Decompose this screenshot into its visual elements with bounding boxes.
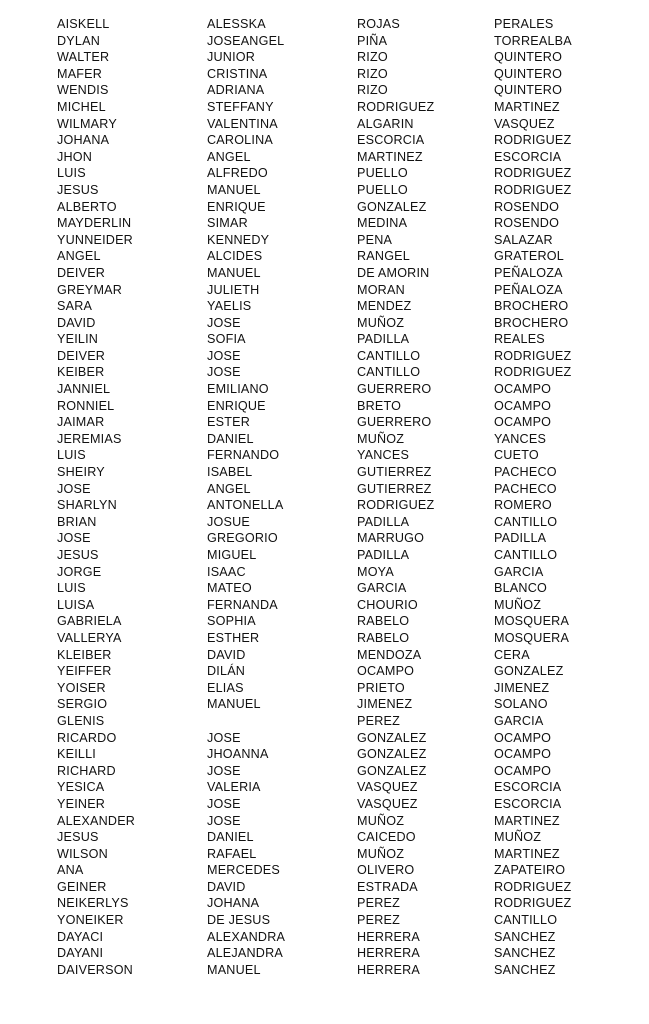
first-name-cell: DAYANI — [57, 946, 104, 961]
table-row — [57, 331, 617, 348]
middle-name-cell: DAVID — [207, 647, 246, 662]
first-name-cell: WALTER — [57, 50, 110, 65]
middle-name-cell: JOSE — [207, 796, 241, 811]
first-name-cell: KEIBER — [57, 365, 105, 380]
table-row — [57, 265, 617, 282]
first-name-cell: LUISA — [57, 597, 95, 612]
table-row — [57, 663, 617, 680]
middle-name-cell — [207, 713, 357, 730]
middle-name-cell: ANGEL — [207, 149, 251, 164]
second-surname-cell: OCAMPO — [494, 415, 552, 430]
first-name-cell: MAFER — [57, 66, 103, 81]
first-name-cell: JHON — [57, 149, 93, 164]
second-surname-cell: CANTILLO — [494, 548, 558, 562]
table-row — [57, 398, 617, 415]
second-surname-cell: MARTINEZ — [494, 813, 560, 828]
table-row — [57, 763, 617, 780]
first-surname-cell: RABELO — [357, 630, 410, 645]
first-surname-cell: GUERRERO — [357, 382, 432, 397]
table-row — [57, 16, 617, 33]
table-row — [57, 514, 617, 531]
first-name-cell: GREYMAR — [57, 282, 123, 297]
first-surname-cell: MENDEZ — [357, 299, 412, 314]
first-name-cell: JOSE — [57, 531, 91, 546]
first-surname-cell: ROJAS — [357, 17, 400, 31]
middle-name-cell: JHOANNA — [207, 747, 269, 762]
first-name-cell: DAYACI — [57, 929, 104, 944]
first-surname-cell: MARRUGO — [357, 531, 425, 546]
first-surname-cell: MENDOZA — [357, 647, 422, 662]
middle-name-cell: JUNIOR — [207, 50, 256, 65]
first-name-cell: SHEIRY — [57, 465, 105, 480]
middle-name-cell: ENRIQUE — [207, 199, 266, 214]
second-surname-cell: CANTILLO — [494, 514, 558, 529]
table-row — [57, 929, 617, 946]
middle-name-cell: VALENTINA — [207, 116, 278, 131]
second-surname-cell: REALES — [494, 332, 545, 347]
middle-name-cell: ADRIANA — [207, 83, 265, 98]
middle-name-cell: SIMAR — [207, 216, 248, 231]
middle-name-cell: MATEO — [207, 581, 252, 596]
middle-name-cell: JOSE — [207, 365, 241, 380]
table-row — [57, 348, 617, 365]
first-surname-cell: PENA — [357, 232, 393, 247]
table-row — [57, 315, 617, 332]
first-name-cell: SERGIO — [57, 697, 108, 712]
first-name-cell: RICHARD — [57, 763, 116, 778]
first-name-cell: YESICA — [57, 780, 105, 795]
first-name-cell: GABRIELA — [57, 614, 122, 629]
first-surname-cell: HERRERA — [357, 929, 420, 944]
second-surname-cell: MUÑOZ — [494, 830, 542, 845]
middle-name-cell: JOSE — [207, 730, 241, 745]
middle-name-cell: MIGUEL — [207, 548, 257, 562]
first-name-cell: GLENIS — [57, 713, 105, 728]
first-surname-cell: YANCES — [357, 448, 410, 463]
second-surname-cell: OCAMPO — [494, 398, 552, 413]
middle-name-cell: ALCIDES — [207, 249, 263, 264]
table-row — [57, 879, 617, 896]
second-surname-cell: QUINTERO — [494, 83, 563, 98]
middle-name-cell: ALEXANDRA — [207, 929, 286, 944]
middle-name-cell: KENNEDY — [207, 232, 270, 247]
second-surname-cell: VASQUEZ — [494, 116, 555, 131]
table-row — [57, 547, 617, 564]
first-name-cell: LUIS — [57, 581, 86, 596]
first-surname-cell: ESCORCIA — [357, 133, 425, 148]
first-surname-cell: GONZALEZ — [357, 747, 427, 762]
middle-name-cell: DE JESUS — [207, 913, 271, 928]
middle-name-cell: ANTONELLA — [207, 498, 284, 513]
first-surname-cell: GUERRERO — [357, 415, 432, 430]
first-surname-cell: MUÑOZ — [357, 315, 405, 330]
first-name-cell: YEINER — [57, 796, 106, 811]
first-name-cell: LUIS — [57, 448, 86, 463]
middle-name-cell: DILÁN — [207, 664, 246, 679]
first-surname-cell: MUÑOZ — [357, 813, 405, 828]
second-surname-cell: JIMENEZ — [494, 680, 550, 695]
first-name-cell: YEIFFER — [57, 664, 112, 679]
first-name-cell: WILMARY — [57, 116, 117, 131]
first-name-cell: KEILLI — [57, 747, 97, 762]
second-surname-cell: RODRIGUEZ — [494, 896, 572, 911]
table-row — [57, 647, 617, 664]
middle-name-cell: ELIAS — [207, 680, 244, 695]
first-name-cell: VALLERYA — [57, 630, 122, 645]
second-surname-cell: RODRIGUEZ — [494, 133, 572, 148]
middle-name-cell: DAVID — [207, 879, 246, 894]
second-surname-cell: GARCIA — [494, 564, 544, 579]
first-name-cell: JESUS — [57, 830, 99, 845]
first-name-cell: ANA — [57, 863, 84, 878]
middle-name-cell: JOSE — [207, 763, 241, 778]
first-name-cell: RICARDO — [57, 730, 117, 745]
table-row — [57, 116, 617, 133]
table-row — [57, 481, 617, 498]
first-surname-cell: OCAMPO — [357, 664, 415, 679]
middle-name-cell: MANUEL — [207, 697, 261, 712]
second-surname-cell: PEÑALOZA — [494, 282, 563, 297]
first-surname-cell: MUÑOZ — [357, 846, 405, 861]
table-row — [57, 132, 617, 149]
second-surname-cell: OCAMPO — [494, 382, 552, 397]
table-row — [57, 862, 617, 879]
second-surname-cell: OCAMPO — [494, 730, 552, 745]
first-surname-cell: GARCIA — [357, 581, 407, 596]
second-surname-cell: BROCHERO — [494, 299, 569, 314]
middle-name-cell: DANIEL — [207, 830, 254, 845]
middle-name-cell: JOSUE — [207, 514, 250, 529]
first-surname-cell: RODRIGUEZ — [357, 99, 435, 114]
first-surname-cell: HERRERA — [357, 962, 420, 977]
second-surname-cell: MUÑOZ — [494, 597, 542, 612]
middle-name-cell: RAFAEL — [207, 846, 257, 861]
first-name-cell: MAYDERLIN — [57, 216, 132, 231]
first-surname-cell: BRETO — [357, 398, 402, 413]
second-surname-cell: SOLANO — [494, 697, 548, 712]
first-surname-cell: PADILLA — [357, 332, 410, 347]
middle-name-cell: MANUEL — [207, 265, 261, 280]
first-name-cell: ALBERTO — [57, 199, 117, 214]
table-row — [57, 165, 617, 182]
first-surname-cell: RIZO — [357, 83, 388, 98]
first-surname-cell: RABELO — [357, 614, 410, 629]
second-surname-cell: OCAMPO — [494, 747, 552, 762]
second-surname-cell: RODRIGUEZ — [494, 166, 572, 181]
second-surname-cell: GARCIA — [494, 713, 544, 728]
second-surname-cell: MOSQUERA — [494, 630, 570, 645]
first-surname-cell: MEDINA — [357, 216, 408, 231]
first-name-cell: SHARLYN — [57, 498, 117, 513]
first-name-cell: YONEIKER — [57, 913, 124, 928]
first-surname-cell: JIMENEZ — [357, 697, 413, 712]
table-row — [57, 381, 617, 398]
first-name-cell: JORGE — [57, 564, 102, 579]
second-surname-cell: RODRIGUEZ — [494, 365, 572, 380]
second-surname-cell: OCAMPO — [494, 763, 552, 778]
middle-name-cell: CAROLINA — [207, 133, 273, 148]
first-name-cell: BRIAN — [57, 514, 97, 529]
first-name-cell: YUNNEIDER — [57, 232, 133, 247]
table-row — [57, 912, 617, 929]
table-row — [57, 945, 617, 962]
first-surname-cell: PADILLA — [357, 514, 410, 529]
table-row — [57, 66, 617, 83]
middle-name-cell: JOSE — [207, 348, 241, 363]
first-surname-cell: RODRIGUEZ — [357, 498, 435, 513]
table-row — [57, 182, 617, 199]
middle-name-cell: ALESSKA — [207, 17, 266, 31]
table-row — [57, 199, 617, 216]
first-surname-cell: PRIETO — [357, 680, 405, 695]
table-row — [57, 829, 617, 846]
table-row — [57, 796, 617, 813]
table-row — [57, 846, 617, 863]
first-surname-cell: RANGEL — [357, 249, 410, 264]
first-surname-cell: GUTIERREZ — [357, 481, 432, 496]
second-surname-cell: YANCES — [494, 431, 547, 446]
first-name-cell: JOSE — [57, 481, 91, 496]
first-surname-cell: PEREZ — [357, 713, 400, 728]
first-surname-cell: MORAN — [357, 282, 405, 297]
second-surname-cell: ESCORCIA — [494, 780, 562, 795]
first-surname-cell: OLIVERO — [357, 863, 415, 878]
second-surname-cell: PERALES — [494, 17, 554, 31]
second-surname-cell: MARTINEZ — [494, 846, 560, 861]
first-name-cell: SARA — [57, 299, 93, 314]
middle-name-cell: STEFFANY — [207, 99, 274, 114]
second-surname-cell: PACHECO — [494, 481, 557, 496]
middle-name-cell: FERNANDO — [207, 448, 280, 463]
second-surname-cell: ESCORCIA — [494, 796, 562, 811]
first-surname-cell: GONZALEZ — [357, 730, 427, 745]
second-surname-cell: TORREALBA — [494, 33, 572, 48]
second-surname-cell: RODRIGUEZ — [494, 879, 572, 894]
second-surname-cell: MARTINEZ — [494, 99, 560, 114]
table-row — [57, 364, 617, 381]
table-row — [57, 431, 617, 448]
first-name-cell: WENDIS — [57, 83, 109, 98]
table-row — [57, 215, 617, 232]
first-surname-cell: CHOURIO — [357, 597, 418, 612]
second-surname-cell: SANCHEZ — [494, 929, 556, 944]
first-name-cell: LUIS — [57, 166, 86, 181]
table-row — [57, 696, 617, 713]
second-surname-cell: SALAZAR — [494, 232, 553, 247]
table-row — [57, 33, 617, 50]
second-surname-cell: ROMERO — [494, 498, 552, 513]
middle-name-cell: CRISTINA — [207, 66, 268, 81]
middle-name-cell: JOSE — [207, 813, 241, 828]
first-name-cell: AISKELL — [57, 17, 110, 31]
table-row — [57, 564, 617, 581]
first-name-cell: GEINER — [57, 879, 107, 894]
table-row — [57, 99, 617, 116]
table-row — [57, 746, 617, 763]
first-surname-cell: VASQUEZ — [357, 780, 418, 795]
first-surname-cell: MARTINEZ — [357, 149, 423, 164]
first-name-cell: JANNIEL — [57, 382, 111, 397]
first-name-cell: JAIMAR — [57, 415, 105, 430]
middle-name-cell: JOSEANGEL — [207, 33, 285, 48]
first-name-cell: ANGEL — [57, 249, 101, 264]
second-surname-cell: RODRIGUEZ — [494, 348, 572, 363]
middle-name-cell: ANGEL — [207, 481, 251, 496]
table-row — [57, 580, 617, 597]
middle-name-cell: ISAAC — [207, 564, 246, 579]
second-surname-cell: ROSENDO — [494, 199, 560, 214]
first-name-cell: YEILIN — [57, 332, 99, 347]
first-surname-cell: PUELLO — [357, 182, 408, 197]
second-surname-cell: PADILLA — [494, 531, 547, 546]
first-name-cell: MICHEL — [57, 99, 106, 114]
second-surname-cell: ROSENDO — [494, 216, 560, 231]
first-name-cell: JESUS — [57, 182, 99, 197]
table-row — [57, 680, 617, 697]
table-row — [57, 497, 617, 514]
first-surname-cell: PEREZ — [357, 913, 400, 928]
first-name-cell: JESUS — [57, 548, 99, 562]
second-surname-cell: ZAPATEIRO — [494, 863, 566, 878]
first-name-cell: WILSON — [57, 846, 108, 861]
first-surname-cell: RIZO — [357, 50, 388, 65]
table-row — [57, 414, 617, 431]
second-surname-cell: BLANCO — [494, 581, 547, 596]
first-name-cell: JEREMIAS — [57, 431, 122, 446]
table-row — [57, 49, 617, 66]
first-surname-cell: GONZALEZ — [357, 763, 427, 778]
first-name-cell: DAIVERSON — [57, 962, 133, 977]
table-row — [57, 813, 617, 830]
table-row — [57, 630, 617, 647]
second-surname-cell: CANTILLO — [494, 913, 558, 928]
first-surname-cell: PUELLO — [357, 166, 408, 181]
second-surname-cell: QUINTERO — [494, 50, 563, 65]
middle-name-cell: ESTHER — [207, 630, 260, 645]
second-surname-cell: GRATEROL — [494, 249, 564, 264]
middle-name-cell: ENRIQUE — [207, 398, 266, 413]
middle-name-cell: SOFIA — [207, 332, 246, 347]
first-surname-cell: GONZALEZ — [357, 199, 427, 214]
first-surname-cell: CANTILLO — [357, 348, 421, 363]
first-name-cell: DAVID — [57, 315, 96, 330]
first-surname-cell: ALGARIN — [357, 116, 414, 131]
middle-name-cell: VALERIA — [207, 780, 261, 795]
first-surname-cell: CAICEDO — [357, 830, 416, 845]
middle-name-cell: ESTER — [207, 415, 250, 430]
second-surname-cell: GONZALEZ — [494, 664, 564, 679]
second-surname-cell: PEÑALOZA — [494, 265, 563, 280]
first-name-cell: NEIKERLYS — [57, 896, 129, 911]
middle-name-cell: JOSE — [207, 315, 241, 330]
first-surname-cell: CANTILLO — [357, 365, 421, 380]
first-name-cell: DYLAN — [57, 33, 100, 48]
first-name-cell: RONNIEL — [57, 398, 115, 413]
second-surname-cell: CUETO — [494, 448, 539, 463]
table-row — [57, 447, 617, 464]
second-surname-cell: CERA — [494, 647, 530, 662]
table-row — [57, 282, 617, 299]
middle-name-cell: FERNANDA — [207, 597, 278, 612]
names-table-body — [57, 16, 617, 978]
middle-name-cell: MANUEL — [207, 182, 261, 197]
table-row — [57, 298, 617, 315]
middle-name-cell: JULIETH — [207, 282, 260, 297]
middle-name-cell: MERCEDES — [207, 863, 280, 878]
middle-name-cell: ALFREDO — [207, 166, 268, 181]
table-row — [57, 713, 617, 730]
middle-name-cell: YAELIS — [207, 299, 252, 314]
first-name-cell: ALEXANDER — [57, 813, 136, 828]
first-surname-cell: PIÑA — [357, 33, 388, 48]
first-surname-cell: HERRERA — [357, 946, 420, 961]
first-surname-cell: PADILLA — [357, 548, 410, 562]
table-row — [57, 597, 617, 614]
second-surname-cell: BROCHERO — [494, 315, 569, 330]
middle-name-cell: ISABEL — [207, 465, 253, 480]
first-surname-cell: DE AMORIN — [357, 265, 430, 280]
first-surname-cell: MOYA — [357, 564, 394, 579]
table-row — [57, 464, 617, 481]
first-name-cell: YOISER — [57, 680, 106, 695]
first-surname-cell: GUTIERREZ — [357, 465, 432, 480]
first-name-cell: DEIVER — [57, 265, 106, 280]
first-surname-cell: PEREZ — [357, 896, 400, 911]
second-surname-cell: QUINTERO — [494, 66, 563, 81]
second-surname-cell: ESCORCIA — [494, 149, 562, 164]
second-surname-cell: SANCHEZ — [494, 962, 556, 977]
first-name-cell: DEIVER — [57, 348, 106, 363]
table-row — [57, 232, 617, 249]
middle-name-cell: MANUEL — [207, 962, 261, 977]
table-row — [57, 149, 617, 166]
table-row — [57, 248, 617, 265]
table-row — [57, 82, 617, 99]
first-name-cell: KLEIBER — [57, 647, 112, 662]
first-surname-cell: RIZO — [357, 66, 388, 81]
second-surname-cell: MOSQUERA — [494, 614, 570, 629]
middle-name-cell: ALEJANDRA — [207, 946, 283, 961]
second-surname-cell: SANCHEZ — [494, 946, 556, 961]
table-row — [57, 530, 617, 547]
table-row — [57, 962, 617, 979]
second-surname-cell: RODRIGUEZ — [494, 182, 572, 197]
table-row — [57, 730, 617, 747]
names-table — [57, 16, 617, 978]
table-row — [57, 779, 617, 796]
first-surname-cell: ESTRADA — [357, 879, 418, 894]
first-name-cell: JOHANA — [57, 133, 110, 148]
middle-name-cell: EMILIANO — [207, 382, 269, 397]
middle-name-cell: DANIEL — [207, 431, 254, 446]
table-row — [57, 895, 617, 912]
first-surname-cell: VASQUEZ — [357, 796, 418, 811]
middle-name-cell: JOHANA — [207, 896, 260, 911]
middle-name-cell: GREGORIO — [207, 531, 278, 546]
first-surname-cell: MUÑOZ — [357, 431, 405, 446]
table-row — [57, 613, 617, 630]
second-surname-cell: PACHECO — [494, 465, 557, 480]
middle-name-cell: SOPHIA — [207, 614, 256, 629]
